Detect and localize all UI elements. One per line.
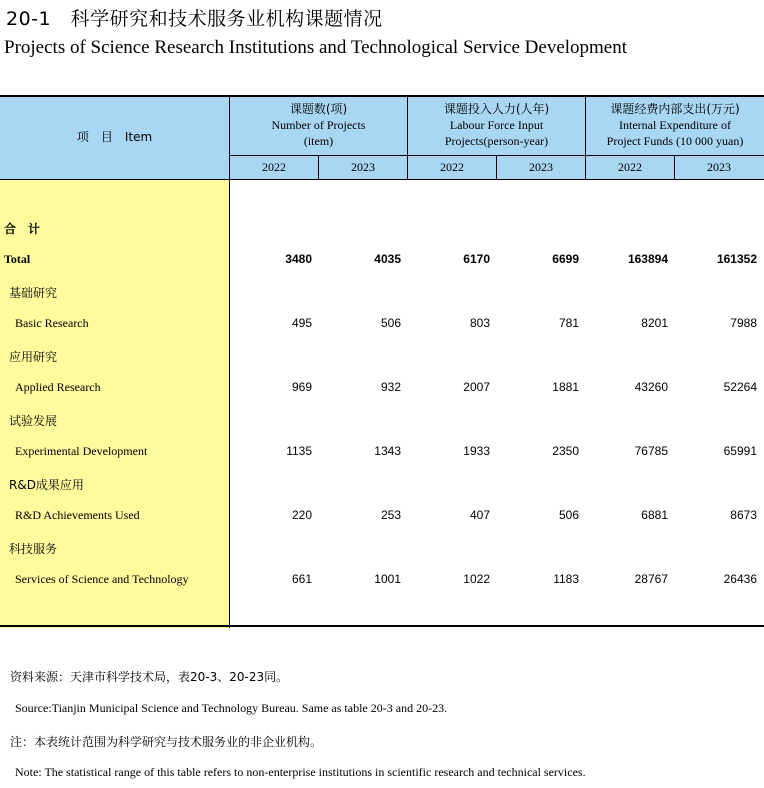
table-cell: 407 <box>469 508 490 522</box>
table-cell: 6881 <box>641 508 668 522</box>
expenditure-column-header: 课题经费内部支出(万元) Internal Expenditure of Project Funds (10 000 yuan) <box>606 102 744 148</box>
table-cell: 6699 <box>552 252 579 266</box>
table-cell: 932 <box>380 380 401 394</box>
table-cell: 661 <box>291 572 312 586</box>
table-cell: 253 <box>380 508 401 522</box>
table-cell: 781 <box>558 316 579 330</box>
scope-note-en: Note: The statistical range of this table refers to non-enterprise institutions in scientific research and technical services. <box>15 765 586 779</box>
scope-note-cn: 注：本表统计范围为科学研究与技术服务业的非企业机构。 <box>10 735 323 749</box>
data-table <box>0 95 764 628</box>
row-label-en: R&D Achievements Used <box>15 508 140 522</box>
year-header: 2022 <box>440 160 464 174</box>
source-note-en: Source:Tianjin Municipal Science and Technology Bureau. Same as table 20-3 and 20-23. <box>15 701 448 715</box>
table-cell: 1881 <box>552 380 579 394</box>
table-cell: 220 <box>291 508 312 522</box>
table-cell: 495 <box>291 316 312 330</box>
table-cell: 506 <box>380 316 401 330</box>
table-title-en: Projects of Science Research Institutions and Technological Service Development <box>4 37 628 58</box>
table-cell: 28767 <box>634 572 668 586</box>
row-label-cn: 合 计 <box>4 222 41 236</box>
table-cell: 506 <box>558 508 579 522</box>
year-header: 2023 <box>529 160 553 174</box>
projects-column-header: 课题数(项) Number of Projects (item) <box>271 102 366 148</box>
table-cell: 8201 <box>641 316 668 330</box>
row-label-cn: 基础研究 <box>9 286 58 300</box>
table-cell: 2350 <box>552 444 579 458</box>
row-label-en: Applied Research <box>15 380 101 394</box>
table-cell: 969 <box>291 380 312 394</box>
year-header: 2022 <box>262 160 286 174</box>
row-label-en: Basic Research <box>15 316 89 330</box>
table-cell: 26436 <box>723 572 757 586</box>
table-cell: 1022 <box>463 572 490 586</box>
row-label-en: Total <box>4 252 31 266</box>
table-cell: 65991 <box>723 444 757 458</box>
row-label-column <box>0 180 230 628</box>
table-cell: 1135 <box>286 444 312 458</box>
table-cell: 1933 <box>463 444 490 458</box>
table-cell: 8673 <box>730 508 757 522</box>
table-cell: 76785 <box>634 444 668 458</box>
source-note-cn: 资料来源：天津市科学技术局，表20-3、20-23同。 <box>10 670 289 684</box>
row-label-cn: R&D成果应用 <box>9 478 84 492</box>
year-header: 2023 <box>351 160 375 174</box>
table-cell: 803 <box>469 316 490 330</box>
labour-column-header: 课题投入人力(人年) Labour Force Input Projects(person-year) <box>443 102 550 148</box>
table-cell: 1183 <box>553 572 579 586</box>
year-header: 2023 <box>707 160 731 174</box>
table-cell: 52264 <box>723 380 757 394</box>
table-cell: 7988 <box>730 316 757 330</box>
table-cell: 6170 <box>463 252 490 266</box>
table-cell: 1001 <box>374 572 401 586</box>
table-cell: 1343 <box>374 444 401 458</box>
table-cell: 3480 <box>285 252 312 266</box>
table-cell: 4035 <box>374 252 401 266</box>
year-header: 2022 <box>618 160 642 174</box>
row-label-en: Experimental Development <box>15 444 148 458</box>
table-cell: 43260 <box>634 380 668 394</box>
row-label-en: Services of Science and Technology <box>15 572 189 586</box>
item-column-header: 项 目 Item <box>76 130 153 144</box>
row-label-cn: 科技服务 <box>9 542 58 556</box>
table-cell: 163894 <box>627 252 668 266</box>
table-title-cn: 20-1 科学研究和技术服务业机构课题情况 <box>6 8 383 30</box>
table-cell: 2007 <box>463 380 490 394</box>
row-label-cn: 应用研究 <box>9 350 58 364</box>
table-cell: 161352 <box>716 252 757 266</box>
row-label-cn: 试验发展 <box>9 414 58 428</box>
